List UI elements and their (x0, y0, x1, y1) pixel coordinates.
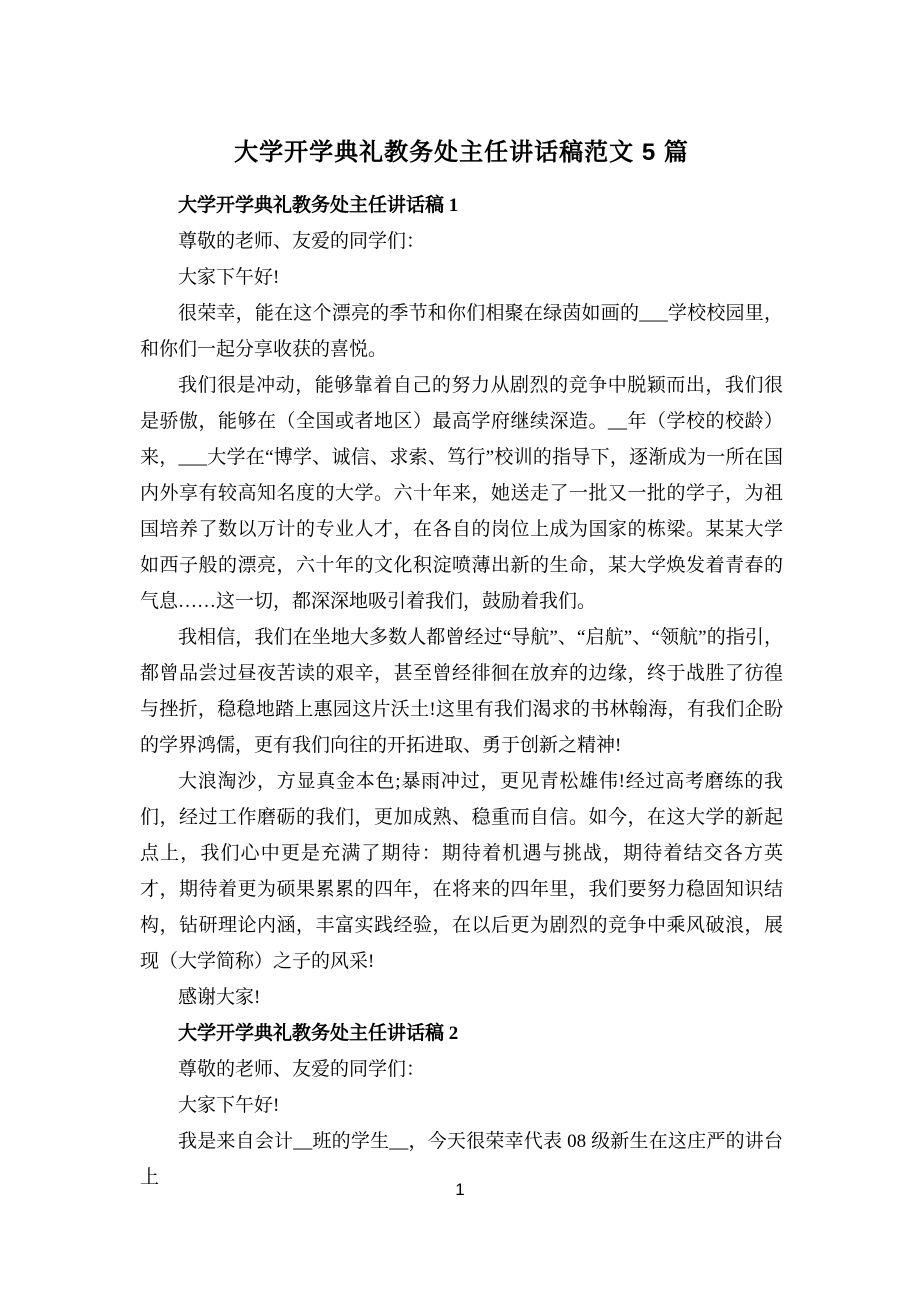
paragraph: 我是来自会计__班的学生__，今天很荣幸代表 08 级新生在这庄严的讲台上 (140, 1131, 783, 1188)
paragraph: 我们很是冲动，能够靠着自己的努力从剧烈的竞争中脱颖而出，我们很是骄傲，能够在（全国或者地区）最高学府继续深造。__年（学校的校龄）来，___大学在“博学、诚信、求索、笃行”校训的指导下，逐渐成为一所在国内外享有较高知名度的大学。六十年来，她送走了一批又一批的学子，为祖国培养了数以万计的专业人才，在各自的岗位上成为国家的栋梁。某某大学如西子般的漂亮，六十年的文化积淀喷薄出新的生命，某大学焕发着青春的气息……这一切，都深深地吸引着我们，鼓励着我们。 (140, 375, 783, 612)
paragraph: 我相信，我们在坐地大多数人都曾经过“导航”、“启航”、“领航”的指引，都曾品尝过昼夜苦读的艰辛，甚至曾经徘徊在放弃的边缘，终于战胜了彷徨与挫折，稳稳地踏上惠园这片沃土!这里有我们渴求的书林翰海，有我们企盼的学界鸿儒，更有我们向往的开拓进取、勇于创新之精神! (140, 627, 783, 756)
paragraph-salutation-1: 尊敬的老师、友爱的同学们： (178, 231, 426, 252)
document-title: 大学开学典礼教务处主任讲话稿范文 5 篇 (234, 139, 689, 166)
paragraph-salutation-2: 尊敬的老师、友爱的同学们： (178, 1059, 426, 1080)
page-number: 1 (455, 1180, 465, 1199)
paragraph: 很荣幸，能在这个漂亮的季节和你们相聚在绿茵如画的___学校校园里，和你们一起分享收获的喜悦。 (140, 303, 783, 360)
section-heading-1: 大学开学典礼教务处主任讲话稿 1 (178, 195, 459, 216)
paragraph-greeting-2: 大家下午好! (178, 1095, 280, 1116)
paragraph-greeting-1: 大家下午好! (178, 267, 280, 288)
paragraph: 大浪淘沙，方显真金本色;暴雨冲过，更见青松雄伟!经过高考磨练的我们，经过工作磨砺的我们，更加成熟、稳重而自信。如今，在这大学的新起点上，我们心中更是充满了期待：期待着机遇与挑战，期待着结交各方英才，期待着更为硕果累累的四年，在将来的四年里，我们要努力稳固知识结构，钻研理论内涵，丰富实践经验，在以后更为剧烈的竞争中乘风破浪，展现（大学简称）之子的风采! (140, 771, 783, 972)
section-heading-2: 大学开学典礼教务处主任讲话稿 2 (178, 1023, 459, 1044)
paragraph-thanks: 感谢大家! (178, 987, 261, 1008)
